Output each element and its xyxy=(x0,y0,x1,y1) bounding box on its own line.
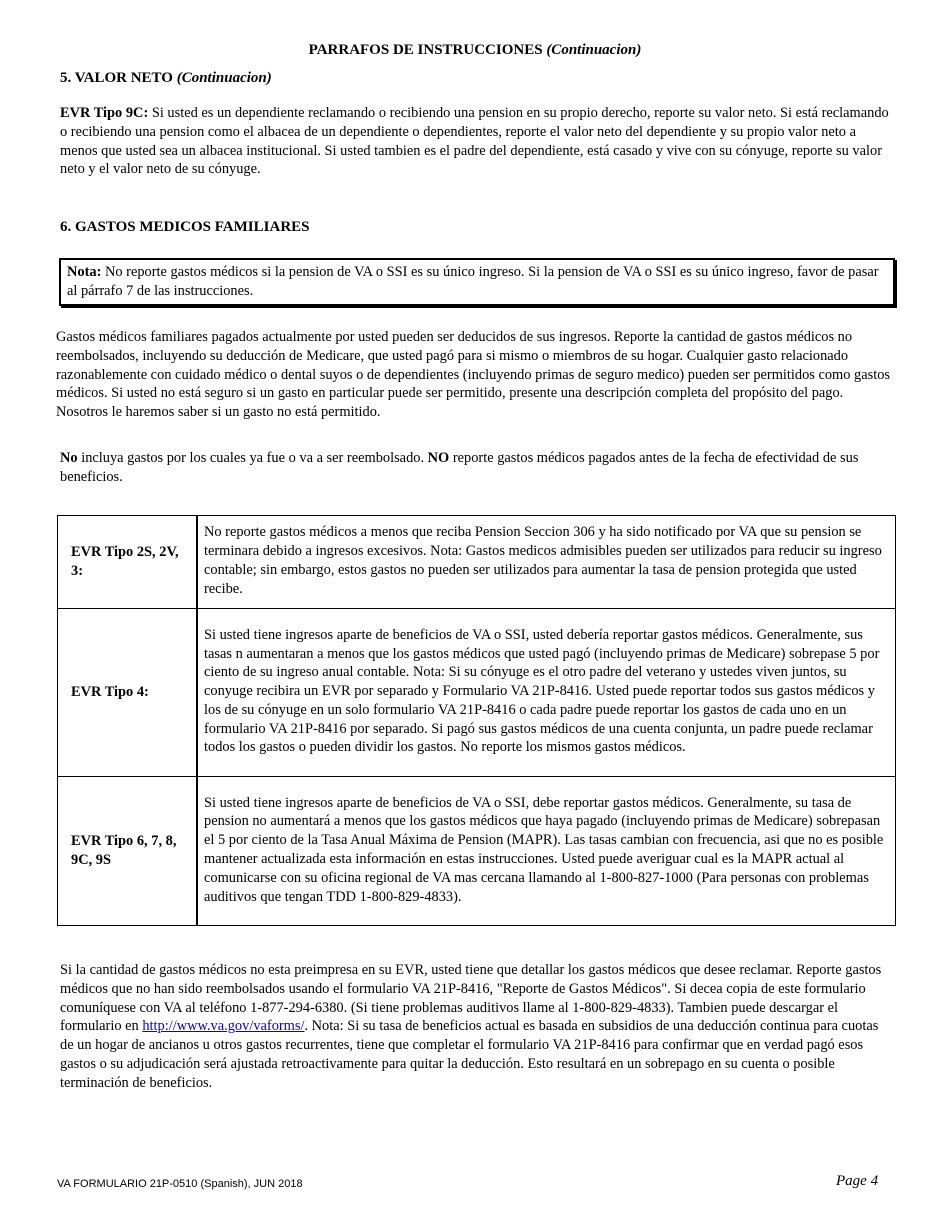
evr-row-label: EVR Tipo 4: xyxy=(58,609,198,777)
section6-paragraph: Gastos médicos familiares pagados actualmente por usted pueden ser deducidos de sus ingresos. Reporte la cantidad de gastos médicos no reembolsados, incluyendo su deducción de Medicare, que usted pagó para si mismo o miembros de su hogar. Cualquier gasto relacionado razonablemente con cuidado médico o dental suyos o de dependientes (incluyendo primas de seguro medico) pueden ser permitidos como gastos médicos. Si usted no está seguro si un gasto en particular puede ser permitido, presente una descripción completa del propósito del pago. Nosotros le haremos saber si un gasto no está permitido. xyxy=(56,329,891,421)
evr-row-label: EVR Tipo 6, 7, 8, 9C, 9S xyxy=(58,777,198,926)
note-box xyxy=(59,258,895,306)
table-row xyxy=(58,609,896,777)
form-id: VA FORMULARIO 21P-0510 (Spanish), JUN 2018 xyxy=(57,1178,303,1190)
no-text-2: reporte gastos médicos pagados antes de la fecha de efectividad de sus beneficios. xyxy=(60,450,859,485)
page-title xyxy=(0,42,950,59)
section5-heading xyxy=(60,70,272,87)
evr-row-text: Si usted tiene ingresos aparte de beneficios de VA o SSI, debe reportar gastos médicos. Generalmente, su tasa de pension no aumentará a menos que los gastos médicos que haya pagado (incluyendo primas de Medicare) sobrepasan el 5 por ciento de la Tasa Anual Máxima de Pension (MAPR). Las tasas cambian con frecuencia, asi que no es posible mantener actualizada esta información en estas instrucciones. Usted puede averiguar cual es la MAPR actual al comunicarse con su oficina regional de VA mas cercana llamando al 1-800-827-1000 (Para personas con problemas auditivos que tengan TDD 1-800-829-4833). xyxy=(197,777,896,926)
note-text: No reporte gastos médicos si la pension de VA o SSI es su único ingreso. Si la pension de VA o SSI es su único ingreso, favor de pasar al párrafo 7 de las instrucciones. xyxy=(67,264,879,299)
closing-text-2: . Nota: Si su tasa de beneficios actual es basada en subsidios de una deducción continua para cuotas de un hogar de ancianos u otros gastos recurrentes, tiene que completar el formulario VA 21P-8416 para confirmar que en verdad pagó esos gastos o su adjudicación será ajustada retroactivamente para quitar la deducción. Esto resultará en un sobrepago en su cuenta o posible terminación de beneficios. xyxy=(60,1018,879,1091)
section5-evr-label: EVR Tipo 9C: xyxy=(60,105,149,121)
no-label-1: No xyxy=(60,450,78,466)
section6-heading: 6. GASTOS MEDICOS FAMILIARES xyxy=(60,219,310,235)
evr-row-label: EVR Tipo 2S, 2V, 3: xyxy=(58,516,198,609)
page-number: Page 4 xyxy=(836,1173,879,1189)
evr-table xyxy=(57,515,896,926)
table-row xyxy=(58,777,896,926)
page-title-text: PARRAFOS DE INSTRUCCIONES xyxy=(308,42,543,58)
no-reimbursed-paragraph xyxy=(60,449,860,487)
page-title-cont: (Continuacion) xyxy=(546,42,642,58)
closing-paragraph xyxy=(60,961,890,1093)
no-label-2: NO xyxy=(427,450,450,466)
section5-heading-cont: (Continuacion) xyxy=(176,70,272,86)
note-label: Nota: xyxy=(67,264,102,280)
evr-row-text: Si usted tiene ingresos aparte de beneficios de VA o SSI, usted debería reportar gastos médicos. Generalmente, sus tasas n aumentaran a menos que los gastos médicos que usted pagó (incluyendo primas de Medicare) sobrepase 5 por ciento de su ingreso anual contable. Nota: Si su cónyuge es el otro padre del veterano y ustedes viven juntos, su conyuge recibira un EVR por separado y Formulario VA 21P-8416. Usted puede reportar todos sus gastos médicos y los de su cónyuge en un solo formulario VA 21P-8416 o cada padre puede reportar los gastos de cada uno en un formulario VA 21P-8416 por separado. Si pagó sus gastos médicos de una cuenta conjunta, un padre puede reclamar todos los gastos o pueden dividir los gastos. No reporte los mismos gastos médicos. xyxy=(197,609,896,777)
section5-paragraph xyxy=(60,104,895,179)
section5-text: Si usted es un dependiente reclamando o recibiendo una pension en su propio derecho, reporte su valor neto. Si está reclamando o recibiendo una pension como el albacea de un dependiente o dependientes, reporte el valor neto del dependiente y su propio valor neto a menos que usted sea un albacea institucional. Si usted tambien es el padre del dependiente, está casado y vive con su cónyuge, reporte su valor neto y el valor neto de su cónyuge. xyxy=(60,105,889,178)
evr-row-text: No reporte gastos médicos a menos que reciba Pension Seccion 306 y ha sido notificado por VA que su pension se terminara debido a ingresos excesivos. Nota: Gastos medicos admisibles pueden ser utilizados para reducir su ingreso contable; sin embargo, estos gastos no pueden ser utilizados para aumentar la tasa de pension protegida que usted recibe. xyxy=(197,516,896,609)
no-text-1: incluya gastos por los cuales ya fue o va a ser reembolsado. xyxy=(77,450,428,466)
table-row xyxy=(58,516,896,609)
vaforms-link[interactable]: http://www.va.gov/vaforms/ xyxy=(142,1018,305,1035)
closing-text-1: Si la cantidad de gastos médicos no esta preimpresa en su EVR, usted tiene que detallar los gastos médicos que desee reclamar. Reporte gastos médicos que no han sido reembolsados usando el formulario VA 21P-8416, "Reporte de Gastos Médicos". Si decea copia de este formulario comuníquese con VA al teléfono 1-877-294-6380. (Si tiene problemas auditivos llame al 1-800-829-4833). Tambien puede descargar el formulario en xyxy=(60,962,882,1035)
section5-heading-text: 5. VALOR NETO xyxy=(60,70,173,86)
